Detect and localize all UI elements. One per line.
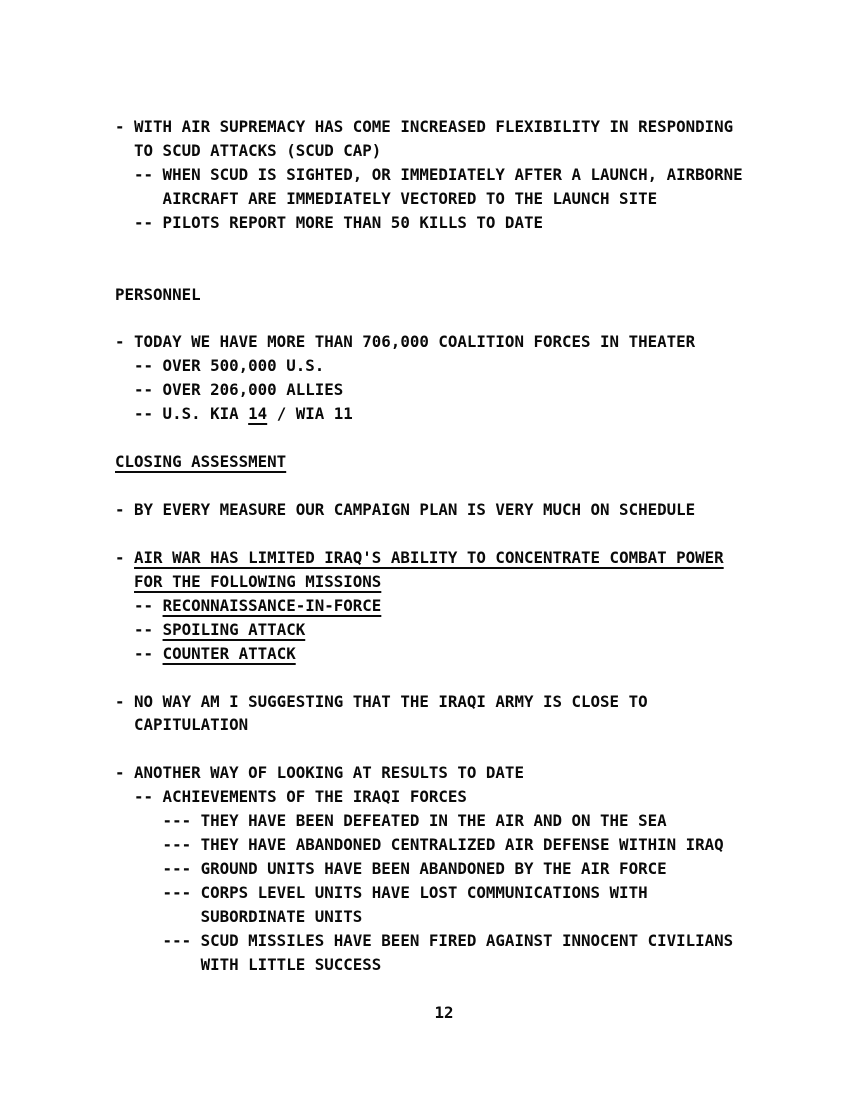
line-ground-units bbox=[115, 857, 743, 881]
underlined-text: AIR WAR HAS LIMITED IRAQ'S ABILITY TO CONCENTRATE COMBAT POWER bbox=[134, 547, 724, 567]
blank-line bbox=[115, 426, 743, 450]
line-air-supremacy-1 bbox=[115, 115, 743, 139]
text-segment: --- THEY HAVE ABANDONED CENTRALIZED AIR DEFENSE WITHIN IRAQ bbox=[115, 835, 724, 855]
blank-line bbox=[115, 737, 743, 761]
line-campaign-schedule bbox=[115, 498, 743, 522]
underlined-text: COUNTER ATTACK bbox=[162, 643, 296, 663]
underlined-text: RECONNAISSANCE-IN-FORCE bbox=[162, 595, 382, 615]
text-segment: -- bbox=[115, 619, 163, 639]
line-coalition-forces bbox=[115, 330, 743, 354]
text-segment: - TODAY WE HAVE MORE THAN 706,000 COALITION FORCES IN THEATER bbox=[115, 332, 696, 352]
text-segment: WITH LITTLE SUCCESS bbox=[115, 954, 382, 974]
heading-closing-assessment bbox=[115, 450, 743, 474]
text-segment: TO SCUD ATTACKS (SCUD CAP) bbox=[115, 140, 382, 160]
blank-line bbox=[115, 666, 743, 690]
line-scud-civilians-1 bbox=[115, 929, 743, 953]
line-defeated-air-sea bbox=[115, 809, 743, 833]
line-pilots-kills bbox=[115, 211, 743, 235]
line-casualties bbox=[115, 402, 743, 426]
line-scud-civilians-2 bbox=[115, 953, 743, 977]
underlined-text: CLOSING ASSESSMENT bbox=[115, 452, 287, 472]
text-segment: CAPITULATION bbox=[115, 715, 249, 735]
text-segment: --- CORPS LEVEL UNITS HAVE LOST COMMUNICATIONS WITH bbox=[115, 883, 648, 902]
underlined-text: 14 bbox=[248, 404, 268, 424]
text-segment: -- PILOTS REPORT MORE THAN 50 KILLS TO DATE bbox=[115, 212, 543, 232]
blank-line bbox=[115, 474, 743, 498]
text-segment: / WIA 11 bbox=[267, 404, 353, 424]
blank-line bbox=[115, 235, 743, 259]
line-corps-comms-1 bbox=[115, 881, 743, 905]
line-counter-attack bbox=[115, 642, 743, 666]
line-no-capitulation-2 bbox=[115, 713, 743, 737]
text-segment: -- bbox=[115, 595, 163, 615]
line-achievements bbox=[115, 785, 743, 809]
line-another-way bbox=[115, 761, 743, 785]
text-segment: - ANOTHER WAY OF LOOKING AT RESULTS TO DATE bbox=[115, 763, 524, 783]
underlined-text: FOR THE FOLLOWING MISSIONS bbox=[134, 571, 382, 591]
blank-line bbox=[115, 307, 743, 331]
line-air-war-1 bbox=[115, 546, 743, 570]
line-scud-sighted-2 bbox=[115, 187, 743, 211]
line-air-war-2 bbox=[115, 570, 743, 594]
line-abandoned-air-defense bbox=[115, 833, 743, 857]
heading-personnel bbox=[115, 283, 743, 307]
text-segment: --- SCUD MISSILES HAVE BEEN FIRED AGAINST INNOCENT CIVILIANS bbox=[115, 930, 734, 950]
text-segment: --- GROUND UNITS HAVE BEEN ABANDONED BY THE AIR FORCE bbox=[115, 859, 667, 879]
text-segment: -- ACHIEVEMENTS OF THE IRAQI FORCES bbox=[115, 787, 467, 807]
text-segment: -- bbox=[115, 643, 163, 663]
text-segment: - WITH AIR SUPREMACY HAS COME INCREASED FLEXIBILITY IN RESPONDING bbox=[115, 117, 734, 136]
line-no-capitulation-1 bbox=[115, 690, 743, 714]
text-segment: - BY EVERY MEASURE OUR CAMPAIGN PLAN IS VERY MUCH ON SCHEDULE bbox=[115, 500, 696, 519]
line-allied-forces bbox=[115, 378, 743, 402]
text-segment bbox=[115, 572, 134, 591]
line-corps-comms-2 bbox=[115, 905, 743, 929]
blank-line bbox=[115, 259, 743, 283]
text-segment: - bbox=[115, 547, 135, 567]
line-air-supremacy-2 bbox=[115, 139, 743, 163]
text-segment: AIRCRAFT ARE IMMEDIATELY VECTORED TO THE LAUNCH SITE bbox=[115, 188, 658, 208]
page-number: 12 bbox=[434, 1003, 454, 1022]
line-recon-in-force bbox=[115, 594, 743, 618]
document-body bbox=[115, 115, 743, 977]
underlined-text: SPOILING ATTACK bbox=[162, 619, 306, 639]
text-segment: - NO WAY AM I SUGGESTING THAT THE IRAQI ARMY IS CLOSE TO bbox=[115, 691, 648, 711]
text-segment: -- WHEN SCUD IS SIGHTED, OR IMMEDIATELY AFTER A LAUNCH, AIRBORNE bbox=[115, 164, 743, 184]
text-segment: --- THEY HAVE BEEN DEFEATED IN THE AIR AND ON THE SEA bbox=[115, 811, 667, 831]
text-segment: PERSONNEL bbox=[115, 284, 201, 304]
text-segment: -- OVER 500,000 U.S. bbox=[115, 356, 325, 376]
text-segment: -- OVER 206,000 ALLIES bbox=[115, 380, 344, 400]
blank-line bbox=[115, 522, 743, 546]
text-segment: SUBORDINATE UNITS bbox=[115, 906, 363, 926]
line-scud-sighted-1 bbox=[115, 163, 743, 187]
line-us-forces bbox=[115, 354, 743, 378]
line-spoiling-attack bbox=[115, 618, 743, 642]
text-segment: -- U.S. KIA bbox=[115, 404, 249, 424]
